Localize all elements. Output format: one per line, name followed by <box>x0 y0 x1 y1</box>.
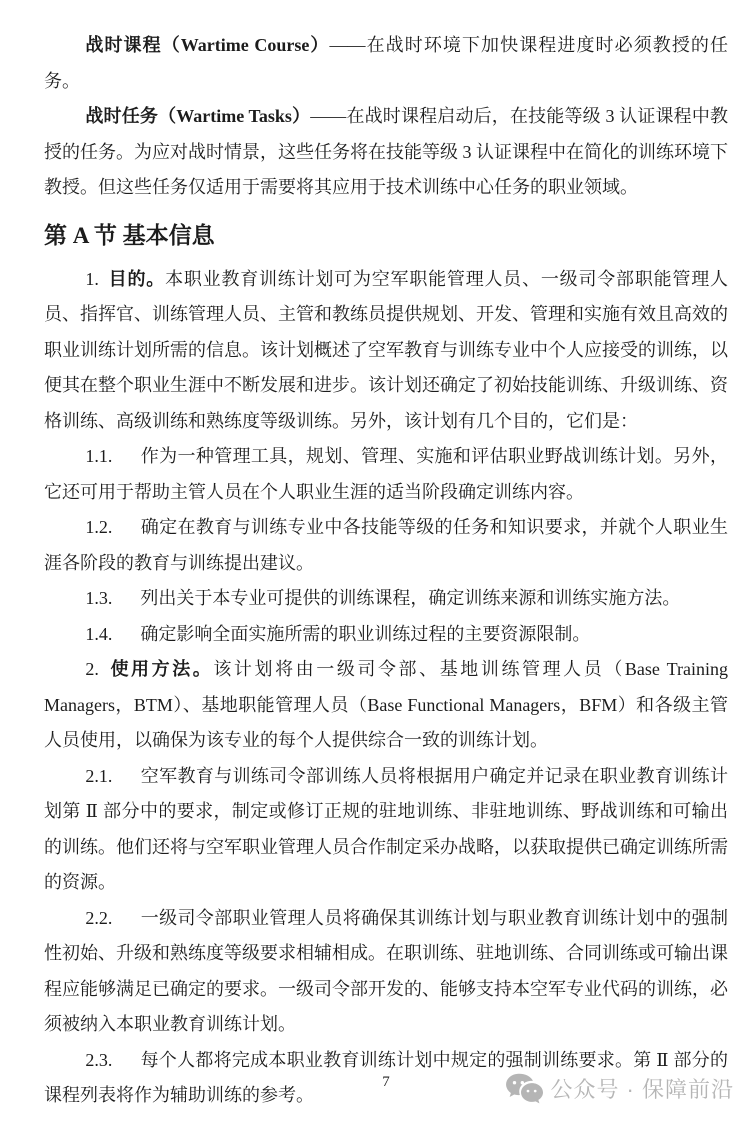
paragraph-1-4 <box>44 617 728 653</box>
paragraph-1-1 <box>44 439 728 510</box>
paragraph-number: 2.3. <box>85 1049 113 1070</box>
term-definition: ——在战时课程启动后，在技能等级 3 认证课程中教授的任务。为应对战时情景，这些任务将在技能等级 3 认证课程中在简化的训练环境下教授。但这些任务仅适用于需要将其应用于技术训练中心任务的职业领域。 <box>44 106 729 197</box>
page-content <box>44 28 728 1114</box>
term-label: 战时课程（Wartime Course） <box>85 35 330 55</box>
paragraph-lead: 目的。 <box>107 268 166 289</box>
paragraph-wartime-tasks <box>44 99 728 206</box>
paragraph-number: 1.4. <box>85 623 113 644</box>
section-heading: 第 A 节 基本信息 <box>44 222 215 248</box>
paragraph-2-2 <box>44 901 728 1043</box>
paragraph-text: 该计划将由一级司令部、基地训练管理人员（Base Training Managers，BTM）、基地职能管理人员（Base Functional Managers，BFM）和各级主管人员使用，以确保为该专业的每个人提供综合一致的训练计划。 <box>44 659 728 750</box>
page-number: 7 <box>382 1074 390 1090</box>
paragraph-text: 空军教育与训练司令部训练人员将根据用户确定并记录在职业教育训练计划第 Ⅱ 部分中的要求，制定或修订正规的驻地训练、非驻地训练、野战训练和可输出的训练。他们还将与空军职业管理人员合作制定采办战略，以获取提供已确定训练所需的资源。 <box>44 765 728 892</box>
wechat-icon <box>505 1072 543 1104</box>
paragraph-number: 1.1. <box>85 446 113 466</box>
term-label: 战时任务（Wartime Tasks） <box>85 106 311 126</box>
paragraph-number: 1.3. <box>85 588 113 608</box>
paragraph-text: 本职业教育训练计划可为空军职能管理人员、一级司令部职能管理人员、指挥官、训练管理人员、主管和教练员提供规划、开发、管理和实施有效且高效的职业训练计划所需的信息。该计划概述了空军教育与训练专业中个人应接受的训练，以便其在整个职业生涯中不断发展和进步。该计划还确定了初始技能训练、升级训练、资格训练、高级训练和熟练度等级训练。另外，该计划有几个目的，它们是： <box>44 268 729 431</box>
paragraph-text: 作为一种管理工具，规划、管理、实施和评估职业野战训练计划。另外，它还可用于帮助主管人员在个人职业生涯的适当阶段确定训练内容。 <box>44 446 728 502</box>
paragraph-1-3 <box>44 581 728 617</box>
paragraph-lead: 使用方法。 <box>107 659 214 679</box>
paragraph-1 <box>44 262 728 440</box>
paragraph-number: 1.2. <box>85 517 113 537</box>
paragraph-text: 列出关于本专业可提供的训练课程，确定训练来源和训练实施方法。 <box>140 588 681 608</box>
paragraph-text: 每个人都将完成本职业教育训练计划中规定的强制训练要求。第 Ⅱ 部分的课程列表将作为辅助训练的参考。 <box>44 1049 728 1105</box>
paragraph-2 <box>44 652 728 759</box>
paragraph-number: 2.2. <box>85 907 113 928</box>
term-definition: ——在战时环境下加快课程进度时必须教授的任务。 <box>44 35 729 91</box>
watermark <box>505 1072 734 1104</box>
paragraph-2-1 <box>44 759 728 901</box>
paragraph-1-2 <box>44 510 728 581</box>
paragraph-number: 2. <box>85 659 99 679</box>
paragraph-text: 确定影响全面实施所需的职业训练过程的主要资源限制。 <box>140 623 591 644</box>
paragraph-wartime-course <box>44 28 728 99</box>
watermark-text: 公众号 · 保障前沿 <box>550 1076 734 1102</box>
paragraph-text: 一级司令部职业管理人员将确保其训练计划与职业教育训练计划中的强制性初始、升级和熟练度等级要求相辅相成。在职训练、驻地训练、合同训练或可输出课程应能够满足已确定的要求。一级司令部开发的、能够支持本空军专业代码的训练，必须被纳入本职业教育训练计划。 <box>44 907 728 1034</box>
paragraph-number: 1. <box>85 268 99 289</box>
paragraph-number: 2.1. <box>85 765 113 786</box>
paragraph-text: 确定在教育与训练专业中各技能等级的任务和知识要求，并就个人职业生涯各阶段的教育与训练提出建议。 <box>44 517 728 573</box>
